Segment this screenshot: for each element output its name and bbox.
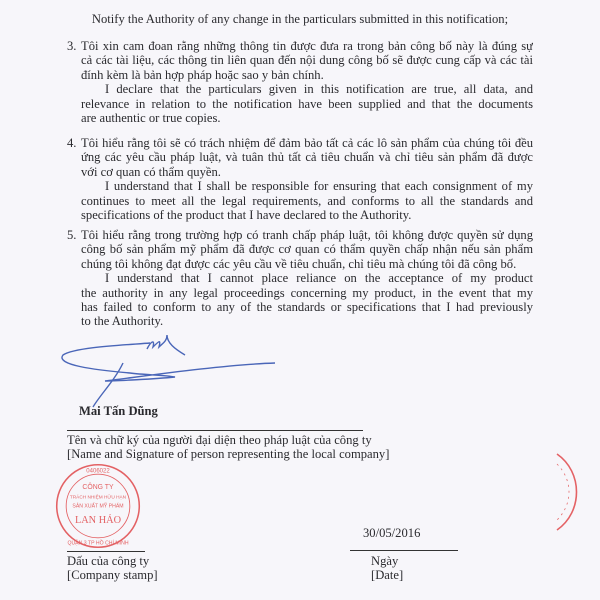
item-text-vi: đính kèm là bản hợp pháp hoặc sao y bản chính. <box>81 67 324 82</box>
item-text-vi: Tôi hiểu rằng tôi sẽ có trách nhiệm để đảm bảo tất cả các lô sản phẩm của chúng tôi đều <box>81 136 533 150</box>
date-label-en: [Date] <box>371 568 404 582</box>
item-text-vi: Tôi xin cam đoan rằng những thông tin được đưa ra trong bản công bố này là đúng sự <box>81 39 533 53</box>
date-label-vi: Ngày <box>371 554 399 568</box>
date-line <box>350 550 458 551</box>
date-value: 30/05/2016 <box>363 526 421 540</box>
item-text-en: specifications of the product that I have declared to the Authority. <box>81 208 412 222</box>
item-text-en: to the Authority. <box>81 314 164 329</box>
stamp-line <box>67 551 145 552</box>
item-number: 3. <box>67 39 77 53</box>
item-text-vi: cả các tài liệu, các thông tin liên quan đến nội dung công bố sẽ được cung cấp và các tài <box>81 53 533 68</box>
item-text-vi: Tôi hiểu rằng trong trường hợp có tranh chấp pháp luật, tôi không được quyền sử dụng <box>81 228 533 242</box>
item-text-vi: ứng các yêu cầu pháp luật, và tuân thủ tất cả tiêu chuẩn và chỉ tiêu sản phẩm đã được <box>81 150 533 165</box>
intro-text: Notify the Authority of any change in the particulars submitted in this notification; <box>91 12 509 26</box>
signature-label-en: [Name and Signature of person representing the local company] <box>67 447 390 461</box>
stamp-text: CÔNG TY <box>82 483 114 491</box>
stamp-text: TRÁCH NHIỆM HỮU HẠN <box>69 495 127 501</box>
item-number: 4. <box>67 136 77 150</box>
item-text-en: I understand that I cannot place reliance on the acceptance of my product <box>105 271 533 286</box>
item-text-en: I understand that I shall be responsible for ensuring that each consignment of my <box>105 179 533 194</box>
signature-image <box>55 335 295 415</box>
signature-label-vi: Tên và chữ ký của người đại diện theo pháp luật của công ty <box>67 433 372 447</box>
item-text-en: continues to meet all the legal requirements, and conforms to all the standards and <box>81 193 533 208</box>
stamp-label-vi: Dấu của công ty <box>67 554 150 568</box>
stamp-text: 0406022 <box>86 468 110 475</box>
item-text-vi: công bố sản phẩm mỹ phẩm đã được cơ quan có thẩm quyền chấp nhận nếu sản phẩm <box>81 242 533 257</box>
item-text-en: relevance in relation to the notification have been supplied and that the documents <box>81 96 533 111</box>
item-text-vi: với cơ quan có thẩm quyền. <box>81 164 221 179</box>
item-text-en: the authority in any legal proceedings concerning my product, in the event that my <box>81 285 533 300</box>
item-text-en: has failed to conform to any of the standards or specifications that I had previously <box>81 300 533 314</box>
item-number: 5. <box>67 228 77 242</box>
signature-line <box>67 430 363 431</box>
item-text-en: I declare that the particulars given in this notification are true, all data, and <box>105 82 533 97</box>
item-text-en: are authentic or true copies. <box>81 111 221 125</box>
stamp-text: QUẬN 3 TP HỒ CHÍ MINH <box>67 540 129 547</box>
company-stamp <box>55 463 141 549</box>
item-text-vi: chúng tôi không đạt được các yêu cầu về tiêu chuẩn, chỉ tiêu mà chúng tôi đã công bố. <box>81 256 517 271</box>
signatory-name: Mai Tấn Dũng <box>79 404 158 418</box>
partial-stamp <box>555 452 585 532</box>
stamp-text: SẢN XUẤT MỸ PHẨM <box>72 503 124 510</box>
stamp-text: LAN HẢO <box>74 515 122 527</box>
stamp-label-en: [Company stamp] <box>67 568 158 582</box>
